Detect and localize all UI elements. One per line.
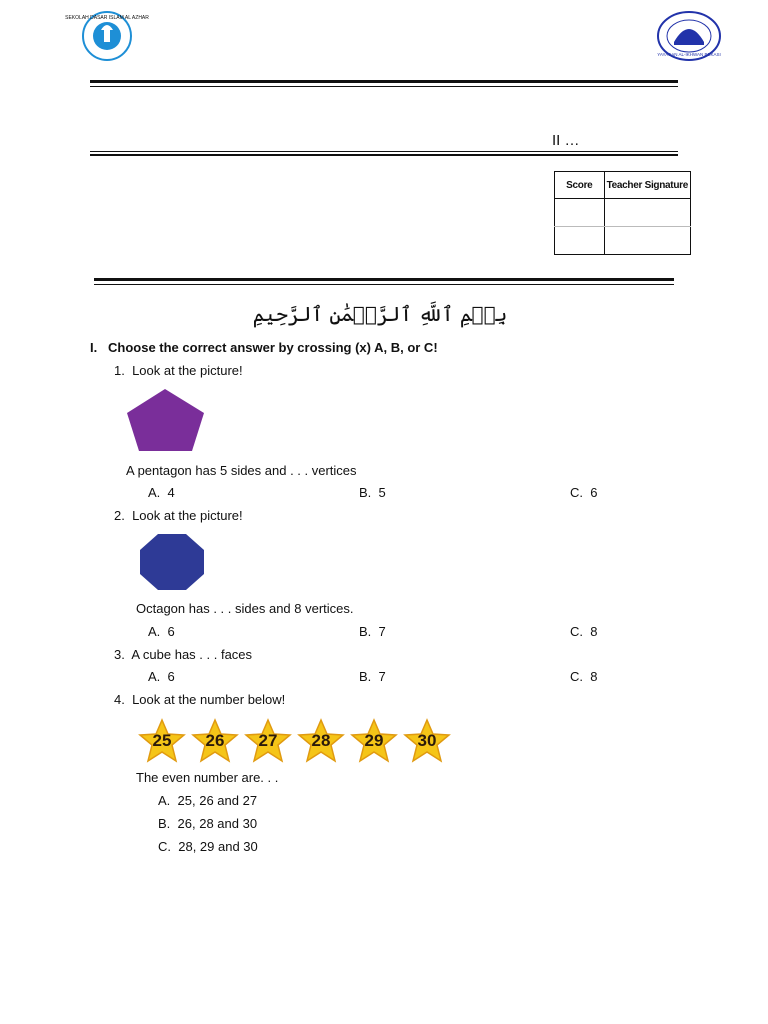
option-a[interactable] bbox=[148, 669, 175, 684]
foundation-logo-icon bbox=[656, 10, 722, 62]
question-statement: A pentagon has 5 sides and . . . vertices bbox=[126, 463, 357, 478]
option-text: 4 bbox=[167, 485, 175, 500]
option-letter: A. bbox=[148, 485, 161, 500]
option-b[interactable] bbox=[359, 669, 386, 684]
question-statement: Octagon has . . . sides and 8 vertices. bbox=[136, 601, 354, 616]
octagon-icon bbox=[139, 533, 205, 591]
school-logo bbox=[65, 10, 149, 62]
option-text: 7 bbox=[378, 669, 386, 684]
question-number: 3. bbox=[114, 647, 125, 662]
question-statement: The even number are. . . bbox=[136, 770, 279, 785]
question-prompt: A cube has . . . faces bbox=[131, 647, 253, 662]
score-cell[interactable] bbox=[555, 227, 605, 255]
name-line bbox=[90, 151, 678, 152]
option-text: 6 bbox=[167, 669, 175, 684]
option-text: 5 bbox=[378, 485, 386, 500]
teacher-signature-header: Teacher Signature bbox=[604, 172, 690, 199]
star-number bbox=[191, 719, 239, 763]
option-text: 25, 26 and 27 bbox=[177, 793, 258, 808]
question-1 bbox=[114, 363, 243, 378]
foundation-logo bbox=[656, 10, 722, 62]
option-a[interactable] bbox=[148, 485, 175, 500]
score-table bbox=[554, 171, 691, 255]
section-number: I. bbox=[90, 340, 98, 355]
question-prompt: Look at the picture! bbox=[132, 508, 243, 523]
question-number: 1. bbox=[114, 363, 125, 378]
option-text: 8 bbox=[590, 624, 598, 639]
option-letter: A. bbox=[158, 793, 171, 808]
option-c[interactable] bbox=[570, 669, 597, 684]
question-prompt: Look at the picture! bbox=[132, 363, 243, 378]
signature-cell[interactable] bbox=[604, 199, 690, 227]
option-text: 8 bbox=[590, 669, 598, 684]
star-label: 30 bbox=[417, 731, 437, 750]
option-letter: A. bbox=[148, 624, 161, 639]
option-text: 26, 28 and 30 bbox=[177, 816, 258, 831]
star-label: 28 bbox=[311, 731, 331, 750]
option-letter: B. bbox=[359, 485, 372, 500]
option-c[interactable] bbox=[570, 624, 597, 639]
option-text: 6 bbox=[590, 485, 598, 500]
option-letter: C. bbox=[570, 485, 583, 500]
star-label: 26 bbox=[205, 731, 225, 750]
score-header: Score bbox=[555, 172, 605, 199]
option-letter: B. bbox=[359, 624, 372, 639]
option-letter: C. bbox=[158, 839, 171, 854]
option-c[interactable] bbox=[158, 839, 258, 854]
option-c[interactable] bbox=[570, 485, 597, 500]
question-prompt: Look at the number below! bbox=[132, 692, 286, 707]
basmalah: بِسۡمِ ٱللَّهِ ٱلرَّحۡمَٰنِ ٱلرَّحِيمِ bbox=[252, 302, 508, 326]
star-number bbox=[138, 719, 186, 763]
option-text: 7 bbox=[378, 624, 386, 639]
star-number bbox=[244, 719, 292, 763]
question-3 bbox=[114, 647, 252, 662]
option-text: 28, 29 and 30 bbox=[178, 839, 258, 854]
option-a[interactable] bbox=[148, 624, 175, 639]
signature-cell[interactable] bbox=[604, 227, 690, 255]
option-letter: C. bbox=[570, 624, 583, 639]
section-divider bbox=[94, 278, 674, 281]
star-number bbox=[403, 719, 451, 763]
star-number bbox=[350, 719, 398, 763]
star-number bbox=[297, 719, 345, 763]
option-b[interactable] bbox=[359, 624, 386, 639]
score-cell[interactable] bbox=[555, 199, 605, 227]
question-4 bbox=[114, 692, 285, 707]
option-text: 6 bbox=[167, 624, 175, 639]
school-logo-icon bbox=[65, 10, 149, 62]
header-divider-thin bbox=[90, 86, 678, 87]
option-b[interactable] bbox=[359, 485, 386, 500]
star-label: 25 bbox=[152, 731, 172, 750]
star-label: 27 bbox=[258, 731, 278, 750]
header-divider bbox=[90, 80, 678, 83]
option-letter: B. bbox=[158, 816, 171, 831]
foundation-logo-text: YAYASAN AL-IKHWAN BEKASI bbox=[657, 52, 721, 57]
question-2 bbox=[114, 508, 243, 523]
question-number: 4. bbox=[114, 692, 125, 707]
school-logo-text: SEKOLAH DASAR ISLAM AL AZHAR bbox=[65, 15, 149, 21]
option-letter: C. bbox=[570, 669, 583, 684]
class-label: II … bbox=[552, 132, 580, 149]
star-label: 29 bbox=[364, 731, 384, 750]
option-a[interactable] bbox=[158, 793, 257, 808]
name-line-thick bbox=[90, 154, 678, 156]
question-number: 2. bbox=[114, 508, 125, 523]
option-b[interactable] bbox=[158, 816, 257, 831]
section-divider-thin bbox=[94, 284, 674, 285]
pentagon-icon bbox=[126, 387, 206, 455]
option-letter: B. bbox=[359, 669, 372, 684]
section-instruction bbox=[90, 340, 438, 355]
option-letter: A. bbox=[148, 669, 161, 684]
instruction-text: Choose the correct answer by crossing (x) A, B, or C! bbox=[108, 340, 438, 355]
